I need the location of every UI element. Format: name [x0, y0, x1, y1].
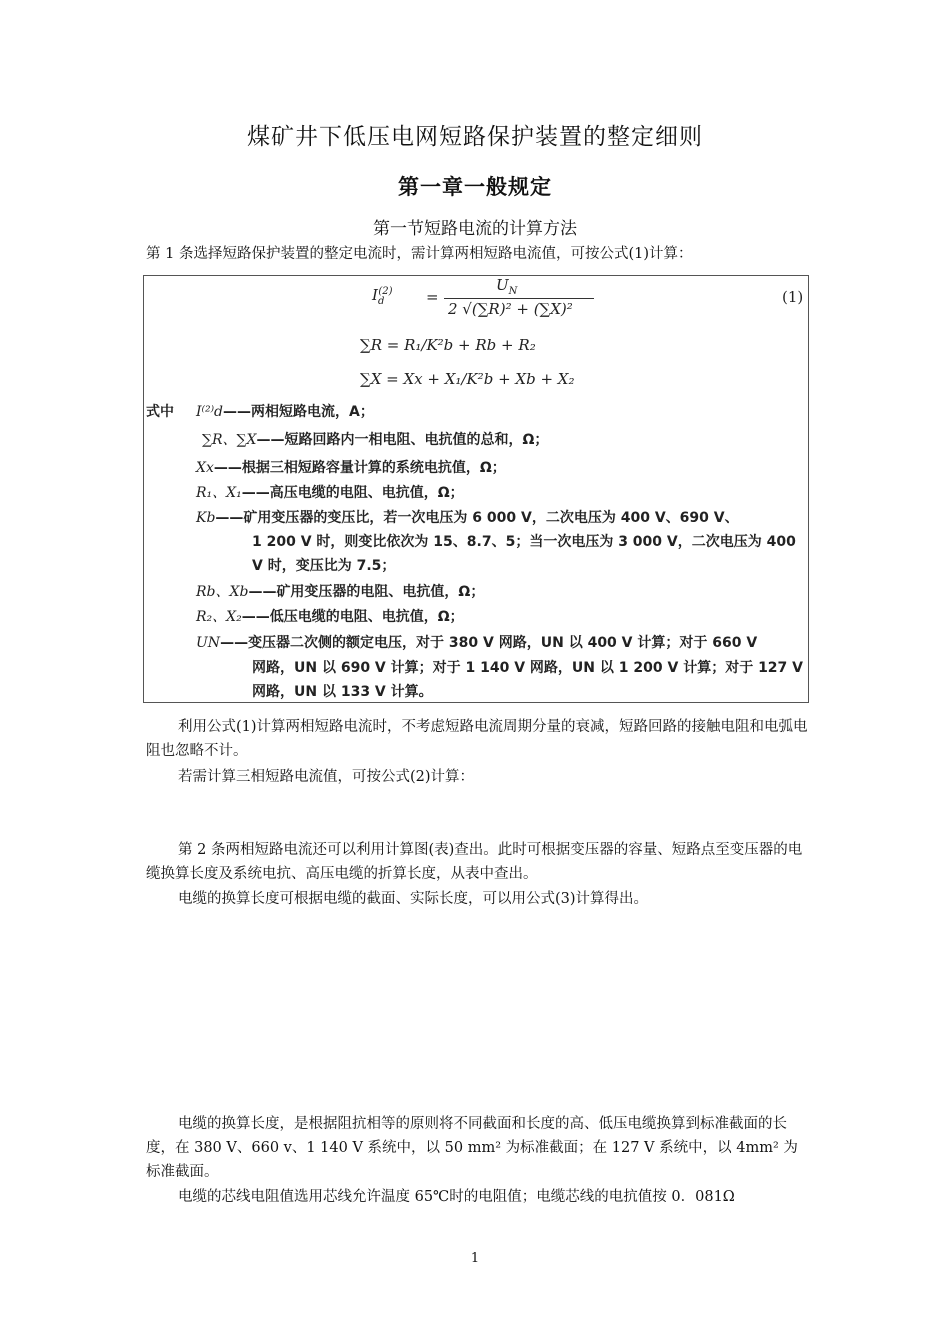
formula-denominator: 2 √(∑R)² + (∑X)²: [448, 300, 573, 318]
def-line: Xx——根据三相短路容量计算的系统电抗值，Ω；: [196, 460, 506, 476]
formula-sum-x: ∑X = Xx + X₁/K²b + Xb + X₂: [360, 370, 575, 388]
paragraph: 电缆的换算长度，是根据阻抗相等的原则将不同截面和长度的高、低压电缆换算到标准截面的长度，在 380 V、660 v、1 140 V 系统中，以 50 mm² 为标准截面；在 127 V 系统中，以 4mm² 为标准截面。: [146, 1116, 798, 1180]
formula-figure: [143, 275, 809, 703]
formula-lhs: $I_d^{(2)}$: [372, 286, 393, 307]
def-line: 网路，UN 以 133 V 计算。: [252, 684, 433, 700]
paragraph: 第 2 条两相短路电流还可以利用计算图(表)查出。此时可根据变压器的容量、短路点至变压器的电缆换算长度及系统电抗、高压电缆的折算长度，从表中查出。: [146, 842, 803, 882]
formula-number: (1): [782, 288, 804, 306]
section-heading: 第一节短路电流的计算方法: [373, 219, 577, 239]
def-line: Rb、Xb——矿用变压器的电阻、电抗值，Ω；: [196, 584, 485, 600]
where-label: 式中: [146, 404, 174, 420]
formula-sum-r: ∑R = R₁/K²b + Rb + R₂: [360, 336, 536, 354]
def-line: R₁、X₁——高压电缆的电阻、电抗值，Ω；: [196, 485, 464, 501]
paragraph: 利用公式(1)计算两相短路电流时，不考虑短路电流周期分量的衰减，短路回路的接触电阻和电弧电阻也忽略不计。: [146, 719, 808, 759]
document-title: 煤矿井下低压电网短路保护装置的整定细则: [247, 124, 703, 150]
fraction-bar: [444, 298, 594, 299]
def-line: V 时，变压比为 7.5；: [252, 558, 396, 574]
paragraph: 电缆的芯线电阻值选用芯线允许温度 65℃时的电阻值；电缆芯线的电抗值按 0．081Ω: [178, 1189, 735, 1205]
def-line: UN——变压器二次侧的额定电压，对于 380 V 网路，UN 以 400 V 计算；对于 660 V: [196, 635, 758, 651]
formula-numerator: $U_N$: [496, 276, 518, 297]
article-1-intro: 第 1 条选择短路保护装置的整定电流时，需计算两相短路电流值，可按公式(1)计算：: [146, 246, 693, 262]
paragraph: 电缆的换算长度可根据电缆的截面、实际长度，可以用公式(3)计算得出。: [178, 891, 649, 907]
def-line: 网路，UN 以 690 V 计算；对于 1 140 V 网路，UN 以 1 200 V 计算；对于 127 V: [252, 660, 803, 676]
paragraph: 若需计算三相短路电流值，可按公式(2)计算：: [178, 769, 475, 785]
def-line: 1 200 V 时，则变比依次为 15、8.7、5；当一次电压为 3 000 V，二次电压为 400: [252, 534, 796, 550]
formula-equals: =: [426, 288, 439, 306]
def-line: R₂、X₂——低压电缆的电阻、电抗值，Ω；: [196, 609, 464, 625]
def-line: ∑R、∑X——短路回路内一相电阻、电抗值的总和，Ω；: [202, 432, 549, 448]
def-line: I⁽²⁾d——两相短路电流，A；: [196, 404, 374, 420]
chapter-heading: 第一章一般规定: [398, 175, 552, 199]
def-line: Kb——矿用变压器的变压比，若一次电压为 6 000 V，二次电压为 400 V、690 V、: [196, 510, 739, 526]
page-number: 1: [470, 1251, 480, 1266]
